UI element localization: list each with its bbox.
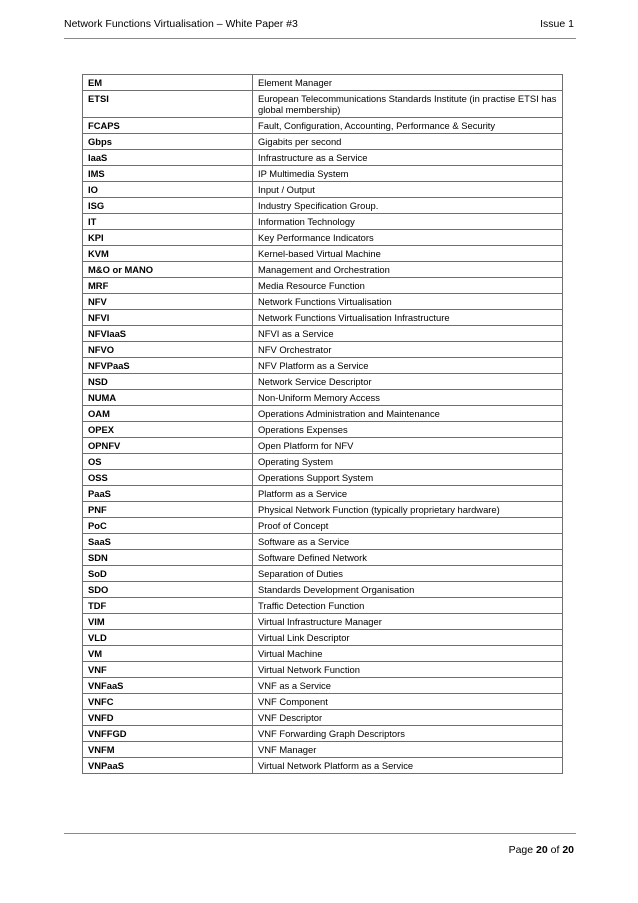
- table-row: [83, 550, 563, 566]
- abbreviation-term: PNF: [83, 502, 253, 518]
- abbreviation-term: VM: [83, 646, 253, 662]
- abbreviation-definition: Standards Development Organisation: [253, 582, 563, 598]
- table-row: [83, 406, 563, 422]
- abbreviation-definition: NFV Platform as a Service: [253, 358, 563, 374]
- table-row: [83, 582, 563, 598]
- abbreviation-term: ISG: [83, 198, 253, 214]
- table-row: [83, 342, 563, 358]
- page-prefix: Page: [508, 844, 534, 856]
- abbreviation-term: TDF: [83, 598, 253, 614]
- table-row: [83, 694, 563, 710]
- abbreviation-definition: Network Functions Virtualisation: [253, 294, 563, 310]
- abbreviation-term: VNF: [83, 662, 253, 678]
- table-row: [83, 390, 563, 406]
- table-row: [83, 726, 563, 742]
- abbreviation-definition: Traffic Detection Function: [253, 598, 563, 614]
- abbreviation-term: OPNFV: [83, 438, 253, 454]
- table-row: [83, 75, 563, 91]
- table-row: [83, 598, 563, 614]
- abbreviation-term: SDN: [83, 550, 253, 566]
- abbreviation-definition: VNF Descriptor: [253, 710, 563, 726]
- abbreviation-term: IT: [83, 214, 253, 230]
- abbreviation-definition: Management and Orchestration: [253, 262, 563, 278]
- abbreviation-term: SoD: [83, 566, 253, 582]
- table-row: [83, 91, 563, 118]
- abbreviation-definition: NFV Orchestrator: [253, 342, 563, 358]
- abbreviation-term: MRF: [83, 278, 253, 294]
- page-header: [64, 16, 576, 39]
- abbreviation-term: VLD: [83, 630, 253, 646]
- document-title: Network Functions Virtualisation – White Paper #3: [64, 18, 298, 30]
- abbreviation-definition: Virtual Link Descriptor: [253, 630, 563, 646]
- abbreviation-definition: Element Manager: [253, 75, 563, 91]
- abbreviation-term: EM: [83, 75, 253, 91]
- abbreviation-definition: Key Performance Indicators: [253, 230, 563, 246]
- abbreviation-term: VNPaaS: [83, 758, 253, 774]
- abbreviation-definition: Infrastructure as a Service: [253, 150, 563, 166]
- table-row: [83, 118, 563, 134]
- abbreviation-term: OSS: [83, 470, 253, 486]
- abbreviation-definition: Media Resource Function: [253, 278, 563, 294]
- abbreviation-definition: Non-Uniform Memory Access: [253, 390, 563, 406]
- abbreviation-definition: VNF Manager: [253, 742, 563, 758]
- total-pages: 20: [562, 844, 574, 856]
- issue-label: Issue 1: [540, 18, 574, 30]
- abbreviation-term: ETSI: [83, 91, 253, 118]
- abbreviation-term: VNFM: [83, 742, 253, 758]
- abbreviation-term: KPI: [83, 230, 253, 246]
- table-row: [83, 294, 563, 310]
- abbreviation-term: NFVIaaS: [83, 326, 253, 342]
- current-page: 20: [536, 844, 548, 856]
- abbreviation-term: IMS: [83, 166, 253, 182]
- abbreviation-definition: Platform as a Service: [253, 486, 563, 502]
- abbreviation-term: OS: [83, 454, 253, 470]
- abbreviation-definition: Operations Support System: [253, 470, 563, 486]
- table-row: [83, 678, 563, 694]
- abbreviation-term: NUMA: [83, 390, 253, 406]
- table-row: [83, 518, 563, 534]
- abbreviation-term: NSD: [83, 374, 253, 390]
- table-row: [83, 662, 563, 678]
- table-row: [83, 182, 563, 198]
- table-row: [83, 614, 563, 630]
- abbreviation-term: VNFC: [83, 694, 253, 710]
- abbreviation-term: FCAPS: [83, 118, 253, 134]
- abbreviation-definition: Physical Network Function (typically proprietary hardware): [253, 502, 563, 518]
- abbreviation-definition: Software Defined Network: [253, 550, 563, 566]
- abbreviation-term: OPEX: [83, 422, 253, 438]
- table-row: [83, 486, 563, 502]
- abbreviation-term: VIM: [83, 614, 253, 630]
- abbreviation-term: NFVI: [83, 310, 253, 326]
- abbreviation-term: IO: [83, 182, 253, 198]
- abbreviation-term: OAM: [83, 406, 253, 422]
- table-row: [83, 358, 563, 374]
- abbreviation-definition: Network Service Descriptor: [253, 374, 563, 390]
- table-row: [83, 710, 563, 726]
- table-row: [83, 214, 563, 230]
- abbreviation-definition: Operating System: [253, 454, 563, 470]
- page-footer: [64, 833, 576, 864]
- abbreviation-definition: NFVI as a Service: [253, 326, 563, 342]
- abbreviation-term: NFV: [83, 294, 253, 310]
- abbreviation-definition: IP Multimedia System: [253, 166, 563, 182]
- abbreviation-definition: VNF Forwarding Graph Descriptors: [253, 726, 563, 742]
- abbreviation-definition: Virtual Machine: [253, 646, 563, 662]
- abbreviation-term: M&O or MANO: [83, 262, 253, 278]
- abbreviation-term: NFVO: [83, 342, 253, 358]
- abbreviation-definition: Kernel-based Virtual Machine: [253, 246, 563, 262]
- abbreviation-definition: Information Technology: [253, 214, 563, 230]
- abbreviation-term: PaaS: [83, 486, 253, 502]
- abbreviation-term: PoC: [83, 518, 253, 534]
- abbreviation-definition: European Telecommunications Standards Institute (in practise ETSI has global membership): [253, 91, 563, 118]
- abbreviation-term: SaaS: [83, 534, 253, 550]
- abbreviation-definition: Gigabits per second: [253, 134, 563, 150]
- abbreviation-definition: Industry Specification Group.: [253, 198, 563, 214]
- abbreviation-term: NFVPaaS: [83, 358, 253, 374]
- abbreviation-definition: Virtual Network Platform as a Service: [253, 758, 563, 774]
- table-row: [83, 262, 563, 278]
- abbreviation-definition: Software as a Service: [253, 534, 563, 550]
- abbreviation-term: IaaS: [83, 150, 253, 166]
- table-row: [83, 502, 563, 518]
- table-row: [83, 166, 563, 182]
- table-row: [83, 742, 563, 758]
- table-row: [83, 198, 563, 214]
- abbreviation-term: KVM: [83, 246, 253, 262]
- page-of: of: [550, 844, 560, 856]
- abbreviation-definition: Operations Administration and Maintenance: [253, 406, 563, 422]
- abbreviation-term: VNFFGD: [83, 726, 253, 742]
- abbreviation-definition: VNF Component: [253, 694, 563, 710]
- table-row: [83, 454, 563, 470]
- abbreviations-table-body: [83, 75, 563, 774]
- abbreviation-term: Gbps: [83, 134, 253, 150]
- table-row: [83, 230, 563, 246]
- abbreviation-definition: Network Functions Virtualisation Infrastructure: [253, 310, 563, 326]
- abbreviation-definition: Virtual Infrastructure Manager: [253, 614, 563, 630]
- table-row: [83, 470, 563, 486]
- abbreviation-definition: Input / Output: [253, 182, 563, 198]
- table-row: [83, 246, 563, 262]
- abbreviation-definition: Virtual Network Function: [253, 662, 563, 678]
- abbreviation-definition: Separation of Duties: [253, 566, 563, 582]
- table-row: [83, 438, 563, 454]
- table-row: [83, 566, 563, 582]
- table-row: [83, 278, 563, 294]
- abbreviation-definition: Fault, Configuration, Accounting, Performance & Security: [253, 118, 563, 134]
- table-row: [83, 150, 563, 166]
- table-row: [83, 134, 563, 150]
- table-row: [83, 534, 563, 550]
- abbreviation-term: VNFaaS: [83, 678, 253, 694]
- abbreviations-table: [82, 74, 563, 774]
- abbreviation-definition: Open Platform for NFV: [253, 438, 563, 454]
- abbreviation-term: SDO: [83, 582, 253, 598]
- abbreviation-definition: VNF as a Service: [253, 678, 563, 694]
- table-row: [83, 310, 563, 326]
- table-row: [83, 374, 563, 390]
- abbreviation-definition: Operations Expenses: [253, 422, 563, 438]
- abbreviation-definition: Proof of Concept: [253, 518, 563, 534]
- table-row: [83, 758, 563, 774]
- table-row: [83, 630, 563, 646]
- page-number: [509, 844, 574, 856]
- abbreviation-term: VNFD: [83, 710, 253, 726]
- table-row: [83, 646, 563, 662]
- table-row: [83, 422, 563, 438]
- table-row: [83, 326, 563, 342]
